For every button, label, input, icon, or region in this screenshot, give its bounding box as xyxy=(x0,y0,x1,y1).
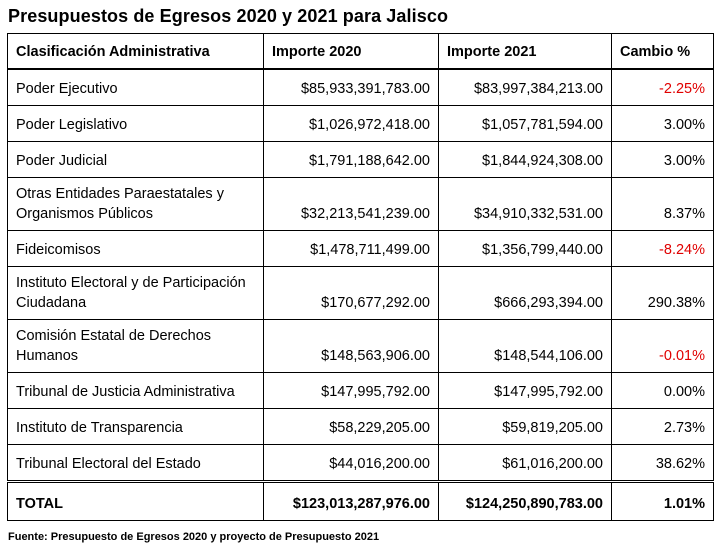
total-row xyxy=(8,482,714,521)
row-amount-2021: $147,995,792.00 xyxy=(439,373,612,409)
row-label: Instituto de Transparencia xyxy=(8,409,264,445)
total-amount-2020: $123,013,287,976.00 xyxy=(264,482,439,521)
table-row xyxy=(8,409,714,445)
total-change-percent: 1.01% xyxy=(612,482,714,521)
row-change-percent: 0.00% xyxy=(612,373,714,409)
header-classification: Clasificación Administrativa xyxy=(8,34,264,70)
row-change-percent: 290.38% xyxy=(612,267,714,320)
row-label: Instituto Electoral y de Participación Ciudadana xyxy=(8,267,264,320)
table-row xyxy=(8,445,714,482)
row-change-percent: -2.25% xyxy=(612,69,714,106)
row-change-percent: -0.01% xyxy=(612,320,714,373)
row-amount-2021: $1,057,781,594.00 xyxy=(439,106,612,142)
row-change-percent: 38.62% xyxy=(612,445,714,482)
table-body xyxy=(8,69,714,482)
table-header-row xyxy=(8,34,714,70)
table-row xyxy=(8,231,714,267)
table-row xyxy=(8,178,714,231)
row-label: Poder Judicial xyxy=(8,142,264,178)
table-row xyxy=(8,69,714,106)
header-change-percent: Cambio % xyxy=(612,34,714,70)
row-amount-2020: $85,933,391,783.00 xyxy=(264,69,439,106)
total-label: TOTAL xyxy=(8,482,264,521)
table-row xyxy=(8,320,714,373)
row-label: Poder Ejecutivo xyxy=(8,69,264,106)
row-change-percent: 8.37% xyxy=(612,178,714,231)
row-amount-2021: $83,997,384,213.00 xyxy=(439,69,612,106)
header-amount-2020: Importe 2020 xyxy=(264,34,439,70)
row-change-percent: -8.24% xyxy=(612,231,714,267)
row-amount-2021: $34,910,332,531.00 xyxy=(439,178,612,231)
table-row xyxy=(8,142,714,178)
row-label: Comisión Estatal de Derechos Humanos xyxy=(8,320,264,373)
row-amount-2020: $147,995,792.00 xyxy=(264,373,439,409)
row-amount-2020: $44,016,200.00 xyxy=(264,445,439,482)
row-amount-2020: $1,478,711,499.00 xyxy=(264,231,439,267)
row-change-percent: 3.00% xyxy=(612,106,714,142)
row-amount-2020: $1,791,188,642.00 xyxy=(264,142,439,178)
row-amount-2021: $148,544,106.00 xyxy=(439,320,612,373)
page-title: Presupuestos de Egresos 2020 y 2021 para Jalisco xyxy=(8,6,449,26)
table-row xyxy=(8,267,714,320)
row-amount-2021: $1,356,799,440.00 xyxy=(439,231,612,267)
row-amount-2020: $32,213,541,239.00 xyxy=(264,178,439,231)
row-label: Fideicomisos xyxy=(8,231,264,267)
row-amount-2020: $148,563,906.00 xyxy=(264,320,439,373)
row-amount-2021: $59,819,205.00 xyxy=(439,409,612,445)
total-amount-2021: $124,250,890,783.00 xyxy=(439,482,612,521)
row-label: Tribunal Electoral del Estado xyxy=(8,445,264,482)
row-amount-2021: $666,293,394.00 xyxy=(439,267,612,320)
row-change-percent: 3.00% xyxy=(612,142,714,178)
header-amount-2021: Importe 2021 xyxy=(439,34,612,70)
row-label: Otras Entidades Paraestatales y Organismos Públicos xyxy=(8,178,264,231)
row-amount-2021: $1,844,924,308.00 xyxy=(439,142,612,178)
row-amount-2020: $1,026,972,418.00 xyxy=(264,106,439,142)
row-amount-2020: $58,229,205.00 xyxy=(264,409,439,445)
table-row xyxy=(8,106,714,142)
row-amount-2021: $61,016,200.00 xyxy=(439,445,612,482)
row-label: Tribunal de Justicia Administrativa xyxy=(8,373,264,409)
budget-table xyxy=(7,33,714,521)
source-note: Fuente: Presupuesto de Egresos 2020 y proyecto de Presupuesto 2021 xyxy=(8,531,380,543)
row-change-percent: 2.73% xyxy=(612,409,714,445)
row-amount-2020: $170,677,292.00 xyxy=(264,267,439,320)
row-label: Poder Legislativo xyxy=(8,106,264,142)
table-row xyxy=(8,373,714,409)
